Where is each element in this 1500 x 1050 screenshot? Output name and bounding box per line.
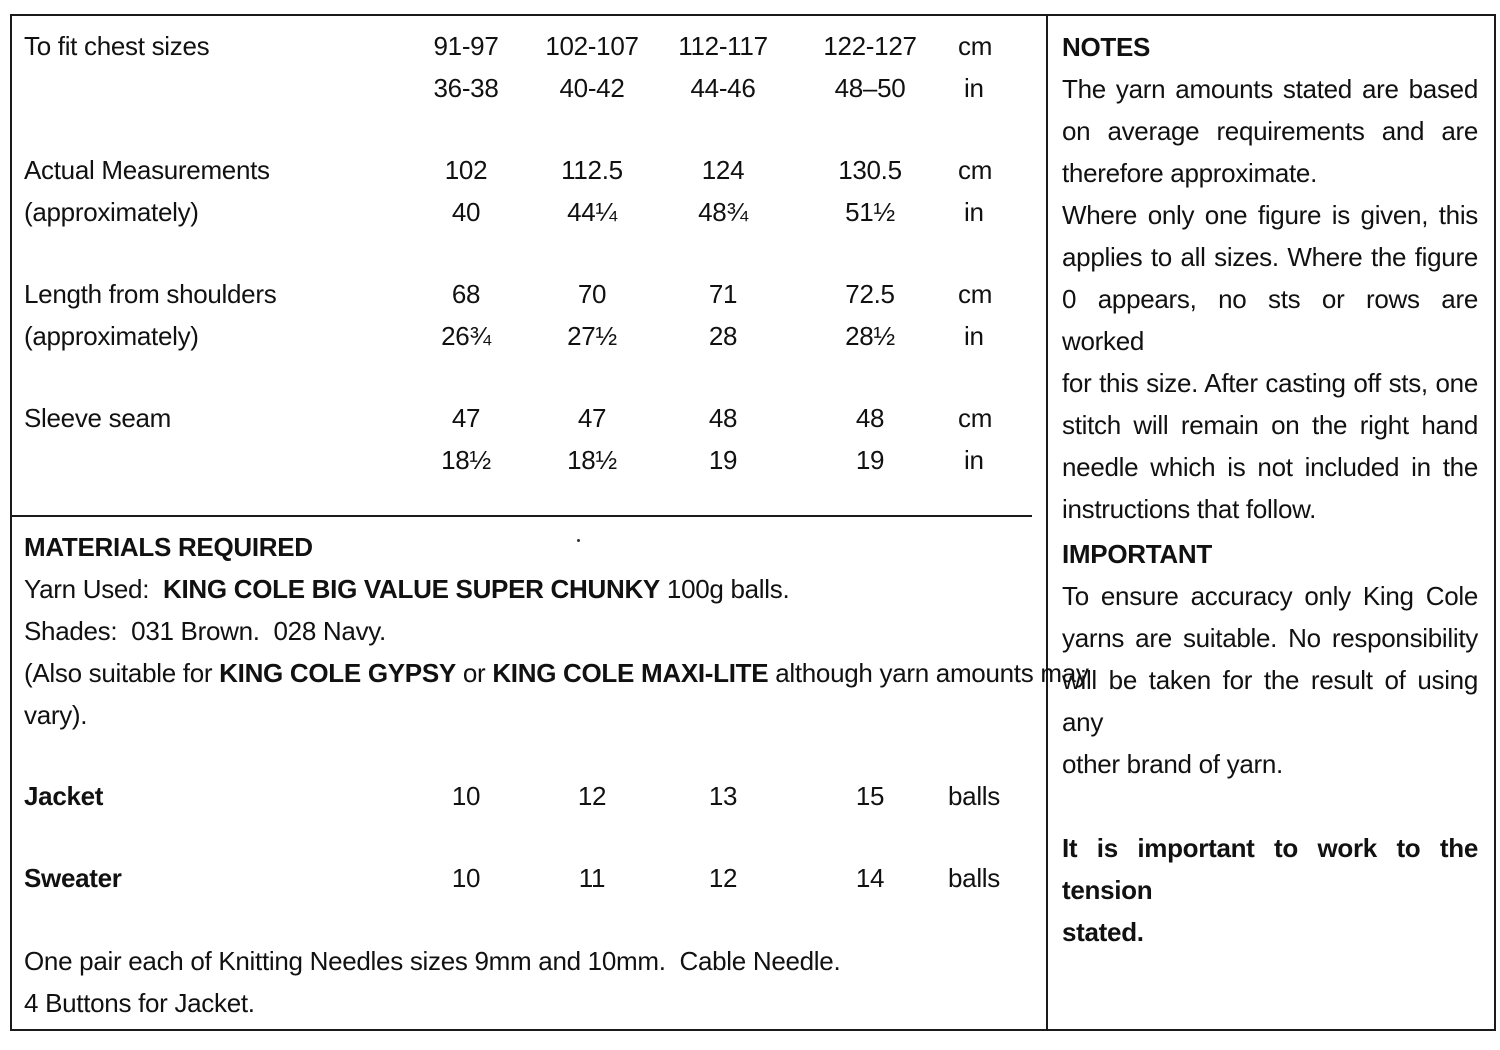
notes-line: on average requirements and are <box>1062 116 1478 146</box>
jacket-label: Jacket <box>24 781 104 811</box>
notes-line: applies to all sizes. Where the figure <box>1062 242 1478 272</box>
unit-label: in <box>964 445 984 475</box>
row-sublabel: (approximately) <box>24 321 199 351</box>
table-cell: 18½ <box>567 445 617 475</box>
notes-line: for this size. After casting off sts, one <box>1062 368 1478 398</box>
notes-line: instructions that follow. <box>1062 494 1317 524</box>
alt-yarn-line <box>24 652 1089 694</box>
alt-yarn-gypsy: KING COLE GYPSY <box>219 658 456 688</box>
row-label: Sleeve seam <box>24 403 171 433</box>
notes-section <box>1062 26 1478 530</box>
balls-unit: balls <box>948 863 1000 893</box>
notes-line: stitch will remain on the right hand <box>1062 410 1478 440</box>
sweater-balls: 14 <box>855 863 885 893</box>
unit-label: in <box>964 321 984 351</box>
table-cell: 71 <box>708 279 738 309</box>
sweater-balls: 10 <box>451 863 481 893</box>
notes-line: 0 appears, no sts or rows are worked <box>1062 284 1478 356</box>
alt-yarn-maxi: KING COLE MAXI-LITE <box>492 658 769 688</box>
needles-line: One pair each of Knitting Needles sizes 9mm and 10mm. Cable Needle. <box>24 946 841 976</box>
table-cell: 44-46 <box>690 73 756 103</box>
alt-yarn-line-2: vary). <box>24 700 88 730</box>
table-cell: 91-97 <box>433 31 499 61</box>
table-cell: 122-127 <box>823 31 917 61</box>
table-cell: 28 <box>708 321 738 351</box>
buttons-line: 4 Buttons for Jacket. <box>24 988 255 1018</box>
row-label: Length from shoulders <box>24 279 277 309</box>
jacket-balls: 13 <box>708 781 738 811</box>
yarn-name: KING COLE BIG VALUE SUPER CHUNKY <box>163 574 660 604</box>
table-cell: 102-107 <box>545 31 639 61</box>
table-cell: 47 <box>451 403 481 433</box>
notes-line: Where only one figure is given, this <box>1062 200 1478 230</box>
unit-label: cm <box>958 279 993 309</box>
unit-label: in <box>964 73 984 103</box>
important-line: yarns are suitable. No responsibility <box>1062 623 1478 653</box>
table-cell: 40 <box>451 197 481 227</box>
table-cell: 40-42 <box>559 73 625 103</box>
table-cell: 68 <box>451 279 481 309</box>
jacket-balls: 15 <box>855 781 885 811</box>
notes-line: therefore approximate. <box>1062 158 1317 188</box>
important-line: other brand of yarn. <box>1062 749 1283 779</box>
jacket-balls: 12 <box>577 781 607 811</box>
notes-heading: NOTES <box>1062 32 1151 62</box>
important-heading: IMPORTANT <box>1062 539 1212 569</box>
unit-label: cm <box>958 403 993 433</box>
column-divider <box>1046 14 1048 1031</box>
table-cell: 28½ <box>845 321 895 351</box>
unit-label: cm <box>958 31 993 61</box>
table-cell: 48¾ <box>698 197 748 227</box>
yarn-used-label: Yarn Used: <box>24 574 150 604</box>
balls-unit: balls <box>948 781 1000 811</box>
tension-warning: It is important to work to the tension <box>1062 833 1478 905</box>
sweater-balls: 12 <box>708 863 738 893</box>
print-speck <box>577 539 580 542</box>
spacer <box>1062 785 1478 827</box>
table-cell: 36-38 <box>433 73 499 103</box>
materials-heading: MATERIALS REQUIRED <box>24 532 313 562</box>
table-cell: 112-117 <box>678 31 768 61</box>
table-cell: 48–50 <box>834 73 906 103</box>
important-line: will be taken for the result of using any <box>1062 665 1478 737</box>
table-cell: 112.5 <box>561 155 623 185</box>
unit-label: cm <box>958 155 993 185</box>
important-section <box>1062 533 1478 953</box>
shades-line: Shades: 031 Brown. 028 Navy. <box>24 616 386 646</box>
alt-yarn-or: or <box>455 658 493 688</box>
table-cell: 51½ <box>845 197 895 227</box>
table-cell: 27½ <box>567 321 617 351</box>
row-label: Actual Measurements <box>24 155 270 185</box>
notes-line: The yarn amounts stated are based <box>1062 74 1478 104</box>
sweater-label: Sweater <box>24 863 122 893</box>
tension-warning: stated. <box>1062 917 1144 947</box>
alt-yarn-text: (Also suitable for <box>24 658 220 688</box>
table-cell: 130.5 <box>838 155 902 185</box>
table-cell: 19 <box>855 445 885 475</box>
table-cell: 44¼ <box>567 197 617 227</box>
table-cell: 47 <box>577 403 607 433</box>
important-line: To ensure accuracy only King Cole <box>1062 581 1478 611</box>
table-cell: 18½ <box>441 445 491 475</box>
table-cell: 48 <box>855 403 885 433</box>
section-divider <box>12 515 1032 517</box>
table-cell: 102 <box>444 155 488 185</box>
jacket-balls: 10 <box>451 781 481 811</box>
yarn-ball-size: 100g balls. <box>666 574 790 604</box>
table-cell: 124 <box>701 155 745 185</box>
table-cell: 26¾ <box>441 321 491 351</box>
row-label: To fit chest sizes <box>24 31 210 61</box>
alt-yarn-text-end: although yarn amounts may <box>768 658 1089 688</box>
notes-line: needle which is not included in the <box>1062 452 1478 482</box>
table-cell: 70 <box>577 279 607 309</box>
table-cell: 48 <box>708 403 738 433</box>
table-cell: 19 <box>708 445 738 475</box>
table-cell: 72.5 <box>845 279 895 309</box>
unit-label: in <box>964 197 984 227</box>
row-sublabel: (approximately) <box>24 197 199 227</box>
sweater-balls: 11 <box>578 863 606 893</box>
yarn-used-line <box>24 568 789 610</box>
